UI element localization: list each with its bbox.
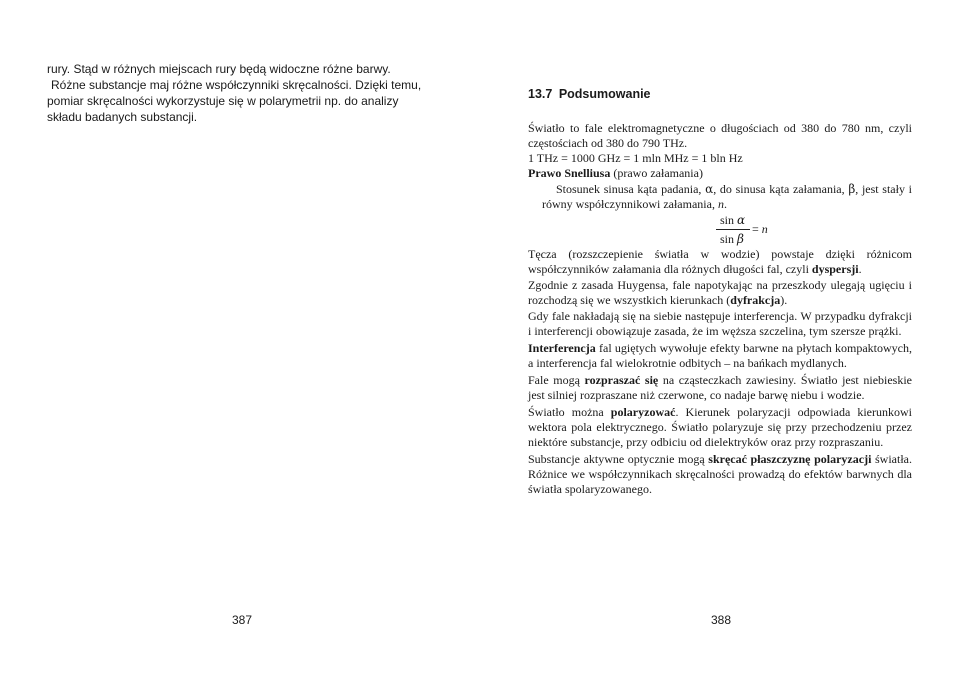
alpha-symbol: α — [705, 182, 714, 196]
snell-title-line — [528, 166, 912, 181]
rainbow-bold: dyspersji — [811, 262, 859, 276]
optical-text-1: Substancje aktywne optycznie mogą — [528, 452, 709, 466]
page-number-right: 388 — [711, 613, 732, 627]
snell-title-rest: (prawo załamania) — [610, 166, 703, 180]
page-number-left: 387 — [232, 613, 253, 627]
formula-numerator — [720, 213, 745, 228]
paragraph-scattering — [528, 373, 912, 403]
rainbow-text: Tęcza (rozszczepienie światła w wodzie) powstaje dzięki różnicom współczynników załamania dla różnych długości fal, czyli — [528, 247, 912, 276]
paragraph-polarization — [528, 405, 912, 450]
formula-den-sin: sin — [720, 232, 735, 246]
snell-desc-3: , jest stały i równy współczynnikowi załamania, — [542, 182, 912, 211]
paragraph-huygens — [528, 278, 912, 308]
formula-equals — [752, 222, 768, 237]
interference-text: fal ugiętych wywołuje efekty barwne na płytach kompaktowych, a interferencja fal wielokrotnie odbitych – na bańkach mydlanych. — [528, 341, 912, 370]
beta-symbol: β — [848, 182, 856, 196]
left-line-1: rury. Stąd w różnych miejscach rury będą widoczne różne barwy. — [47, 62, 391, 76]
huygens-text: Zgodnie z zasada Huygensa, fale napotykając na przeszkody ulegają ugięciu i rozchodzą się we wszystkich kierunkach ( — [528, 278, 912, 307]
scattering-text-2: na cząsteczkach zawiesiny. Światło jest niebieskie jest silniej rozpraszane niż czerwone, co nadaje barwę niebu i wodzie. — [528, 373, 913, 402]
snell-description — [528, 182, 912, 212]
formula-denominator — [720, 232, 744, 247]
formula-den-beta: β — [737, 232, 744, 246]
scattering-bold: rozpraszać się — [584, 373, 659, 387]
section-number: 13.7 — [528, 87, 553, 101]
huygens-end: ). — [780, 293, 788, 307]
snell-title: Prawo Snelliusa — [528, 166, 611, 180]
left-page-text — [47, 61, 437, 125]
rainbow-end: . — [858, 262, 862, 276]
paragraph-light: Światło to fale elektromagnetyczne o długościach od 380 do 780 nm, czyli częstościach od 380 do 790 THz. — [528, 121, 912, 150]
units-text: 1 THz = 1000 GHz = 1 mln MHz = 1 bln Hz — [528, 151, 743, 165]
formula-num-alpha: α — [737, 213, 746, 227]
left-line-2: Różne substancje maj różne współczynniki skręcalności. Dzięki temu, — [51, 78, 422, 92]
right-page — [480, 0, 959, 675]
section-heading — [528, 87, 651, 101]
paragraph-rainbow — [528, 247, 912, 277]
optical-bold: skręcać płaszczyznę polaryzacji — [708, 452, 872, 466]
interference-bold: Interferencja — [528, 341, 596, 355]
snell-formula — [528, 213, 912, 247]
paragraph-units — [528, 151, 912, 166]
fraction-bar — [716, 229, 750, 230]
section-title: Podsumowanie — [558, 87, 651, 101]
snell-desc-2: , do sinusa kąta załamania, — [713, 182, 849, 196]
snell-desc-1: Stosunek sinusa kąta padania, — [556, 182, 706, 196]
formula-eq-sign: = — [752, 222, 762, 236]
polarization-text-2: . Kierunek polaryzacji odpowiada kierunkowi wektora pola elektrycznego. Światło polaryzuje się przy przechodzeniu przez niektóre substancje, przy odbiciu od dielektryków oraz przy rozpraszaniu. — [528, 405, 912, 449]
formula-n: n — [761, 222, 768, 236]
optical-text-2: światła. Różnice we współczynnikach skręcalności prowadzą do efektów barwnych dla światła spolaryzowanego. — [528, 452, 912, 496]
left-line-3: pomiar skręcalności wykorzystuje się w polarymetrii np. do analizy — [47, 94, 399, 108]
scattering-text-1: Fale mogą — [528, 373, 585, 387]
polarization-text-1: Światło można — [528, 405, 611, 419]
paragraph-interference: Gdy fale nakładają się na siebie następuje interferencja. W przypadku dyfrakcji i interferencji obowiązuje zasada, że im węższa szczelina, tym szersze prążki. — [528, 309, 912, 338]
summary-body — [528, 121, 912, 497]
snell-n: n — [717, 197, 724, 211]
snell-desc-4: . — [723, 197, 727, 211]
left-line-4: składu badanych substancji. — [47, 110, 198, 124]
polarization-bold: polaryzować — [610, 405, 676, 419]
paragraph-interference-effects — [528, 341, 912, 371]
formula-num-sin: sin — [720, 213, 735, 227]
paragraph-optical-activity — [528, 452, 912, 497]
huygens-bold: dyfrakcja — [730, 293, 781, 307]
